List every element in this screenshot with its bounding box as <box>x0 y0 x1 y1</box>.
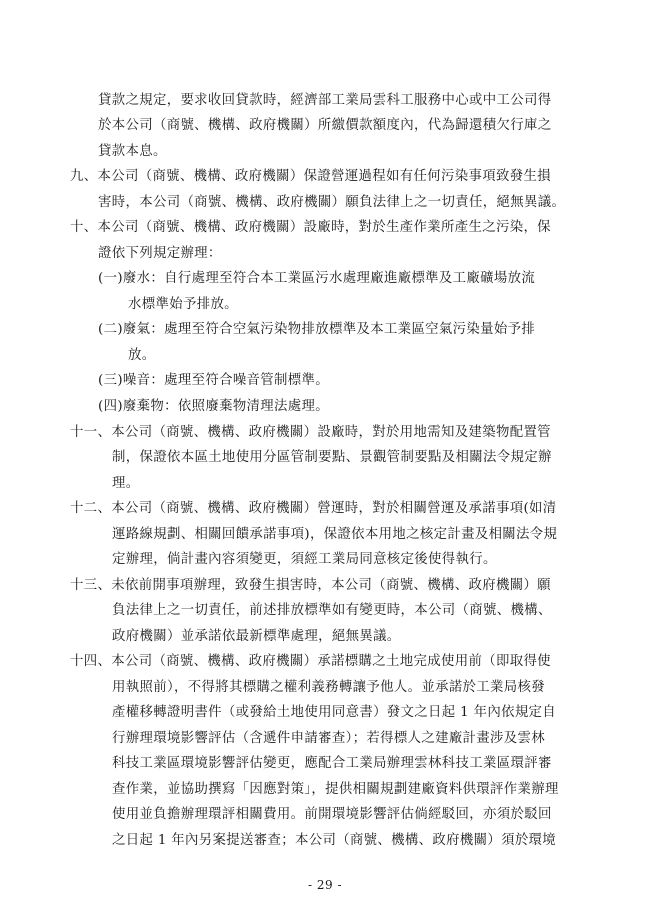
clause-13-line: 政府機關）並承諾依最新標準處理，絕無異議。 <box>112 629 401 644</box>
clause-14-line: 使用並負擔辦理環評相關費用。前開環境影響評估倘經駁回，亦須於駁回 <box>112 807 552 822</box>
clause-14-line: 之日起 1 年內另案提送審查；本公司（商號、機構、政府機關）須於環境 <box>112 833 557 848</box>
subclause-exhaust: 放。 <box>128 348 156 363</box>
clause-12-line: 定辦理，倘計畫內容須變更，須經工業局同意核定後使得執行。 <box>112 552 497 567</box>
clause-14-line: 用執照前），不得將其標購之權利義務轉讓予他人。並承諾於工業局核發 <box>112 680 545 695</box>
clause-14-line: 十四、本公司（商號、機構、政府機關）承諾標購之土地完成使用前（即取得使 <box>70 654 551 669</box>
subclause-wastewater: 水標準始予排放。 <box>128 297 238 312</box>
clause-10-line: 十、本公司（商號、機構、政府機關）設廠時，對於生產作業所產生之污染，保 <box>70 220 551 235</box>
clause-12-line: 十二、本公司（商號、機構、政府機關）營運時，對於相關營運及承諾事項(如清 <box>70 501 557 516</box>
clause-11-line: 制，保證依本區土地使用分區管制要點、景觀管制要點及相關法令規定辦 <box>112 450 552 465</box>
clause-14-line: 行辦理環境影響評估（含遞件申請審查）；若得標人之建廠計畫涉及雲林 <box>112 731 545 746</box>
clause-10-line: 證依下列規定辦理： <box>98 246 222 261</box>
text-line: 貸款本息。 <box>98 144 167 159</box>
page-number: - 29 - <box>307 878 342 892</box>
clause-13-line: 負法律上之一切責任，前述排放標準如有變更時，本公司（商號、機構、 <box>112 603 552 618</box>
clause-11-line: 十一、本公司（商號、機構、政府機關）設廠時，對於用地需知及建築物配置管 <box>70 425 551 440</box>
clause-14-line: 科技工業區環境影響評估變更，應配合工業局辦理雲林科技工業區環評審 <box>112 756 552 771</box>
text-line: 貸款之規定，要求收回貸款時，經濟部工業局雲科工服務中心或中工公司得 <box>98 93 552 108</box>
clause-9-line: 九、本公司（商號、機構、政府機關）保證營運過程如有任何污染事項致發生損 <box>70 169 551 184</box>
text-line: 於本公司（商號、機構、政府機關）所繳價款額度內，代為歸還積欠行庫之 <box>98 118 552 133</box>
clause-9-line: 害時，本公司（商號、機構、政府機關）願負法律上之一切責任，絕無異議。 <box>98 195 566 210</box>
clause-13-line: 十三、未依前開事項辦理，致發生損害時，本公司（商號、機構、政府機關）願 <box>70 578 551 593</box>
subclause-wastewater: (一)廢水：自行處理至符合本工業區污水處理廠進廠標準及工廠礦場放流 <box>98 271 536 286</box>
clause-11-line: 理。 <box>112 476 140 491</box>
clause-14-line: 產權移轉證明書件（或發給土地使用同意書）發文之日起 1 年內依規定自 <box>112 705 557 720</box>
subclause-exhaust: (二)廢氣：處理至符合空氣污染物排放標準及本工業區空氣污染量始予排 <box>98 322 536 337</box>
clause-12-line: 運路線規劃、相關回饋承諾事項)，保證依本用地之核定計畫及相關法令規 <box>112 527 558 542</box>
clause-14-line: 查作業，並協助撰寫「因應對策」，提供相關規劃建廠資料供環評作業辦理 <box>112 782 559 797</box>
subclause-waste: (四)廢棄物：依照廢棄物清理法處理。 <box>98 399 329 414</box>
subclause-noise: (三)噪音：處理至符合噪音管制標準。 <box>98 373 329 388</box>
